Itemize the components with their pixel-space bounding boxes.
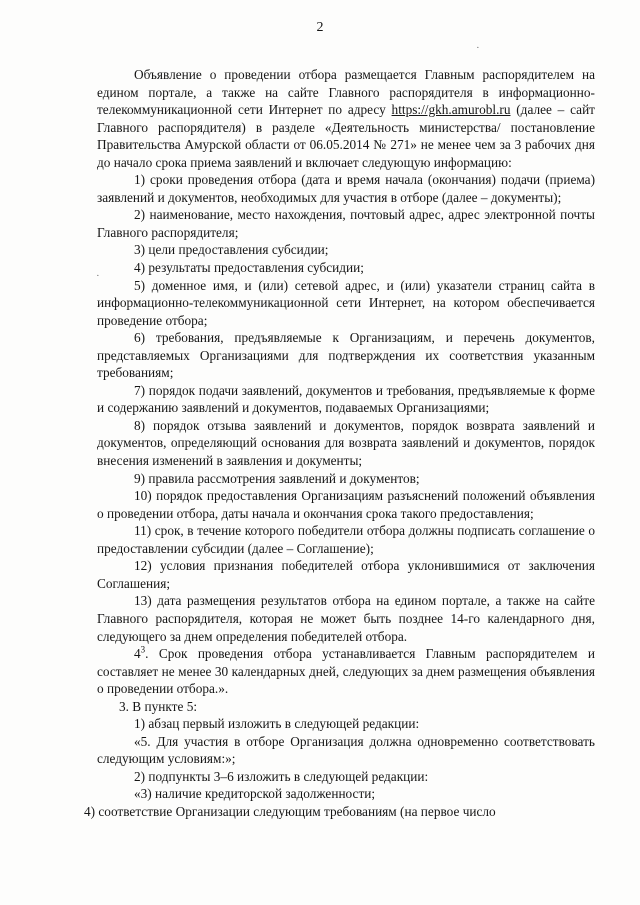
quoted-paragraph: «5. Для участия в отборе Организация должна одновременно соответствовать следующим условиям:»;	[97, 733, 595, 767]
list-item-3: 3) цели предоставления субсидии;	[134, 242, 329, 258]
subitem-1: 1) абзац первый изложить в следующей редакции:	[134, 716, 420, 732]
list-item-10: 10) порядок предоставления Организациям разъяснений положений объявления о проведении отбора, даты начала и окончания срока такого предоставления;	[97, 488, 595, 521]
paragraph-text: . Срок проведения отбора устанавливается Главным распорядителем и составляет не менее 30 календарных дней, следующих за днем размещения объявления о проведении отбора.».	[97, 646, 595, 697]
paragraph-4-3	[97, 645, 595, 698]
quoted-item-3: «3) наличие кредиторской задолженности;	[134, 786, 376, 802]
list-item-6: 6) требования, предъявляемые к Организациям, и перечень документов, представляемых Организациями для подтверждения их соответствия указанным требованиям;	[97, 330, 595, 381]
quoted-item-4: 4) соответствие Организации следующим требованиям (на первое число	[84, 803, 496, 819]
list-item-11: 11) срок, в течение которого победители отбора должны подписать соглашение о предоставлении субсидии (далее – Соглашение);	[97, 523, 595, 556]
scan-mark: ·	[476, 42, 480, 54]
paragraph-text: Объявление о проведении отбора размещается Главным распорядителем на едином портале, а также на сайте Главного распорядителя в информационно-телекоммуникационной сети Интернет по адресу	[97, 67, 595, 118]
superscript: 3	[140, 644, 146, 655]
list-item-7: 7) порядок подачи заявлений, документов и требования, предъявляемые к форме и содержанию заявлений и документов, подаваемых Организациями;	[97, 382, 595, 416]
list-item-2: 2) наименование, место нахождения, почтовый адрес, адрес электронной почты Главного распорядителя;	[97, 207, 595, 240]
list-item-9: 9) правила рассмотрения заявлений и документов;	[134, 470, 420, 486]
list-item-5: 5) доменное имя, и (или) сетевой адрес, и (или) указатели страниц сайта в информационно-телекоммуникационной сети Интернет, на котором обеспечивается проведение отбора;	[97, 277, 595, 328]
subitem-2: 2) подпункты 3–6 изложить в следующей редакции:	[134, 768, 429, 784]
page-number: 2	[316, 20, 324, 35]
list-item-1: 1) сроки проведения отбора (дата и время начала (окончания) подачи (приема) заявлений и документов, необходимых для участия в отборе (далее – документы);	[97, 172, 595, 205]
scan-mark: ·	[96, 270, 100, 282]
paragraph-text: (далее – сайт Главного распорядителя) в разделе «Деятельность министерства/ постановление Правительства Амурской области от 06.05.2014 № 271» не менее чем за 3 рабочих дня до начало срока приема заявлений и включает следующую информацию:	[97, 102, 595, 170]
paragraph-announcement	[97, 66, 595, 171]
list-item-13: 13) дата размещения результатов отбора на едином портале, а также на сайте Главного распорядителя, которая не может быть позднее 14-го календарного дня, следующего за днем определения победителей отбора.	[97, 593, 595, 644]
section-3-heading: 3. В пункте 5:	[119, 698, 198, 714]
list-item-12: 12) условия признания победителей отбора уклонившимися от заключения Соглашения;	[97, 558, 595, 591]
site-link[interactable]: https://gkh.amurobl.ru	[391, 102, 511, 118]
list-item-4: 4) результаты предоставления субсидии;	[134, 260, 364, 276]
paragraph-number: 4	[134, 646, 141, 662]
document-body	[84, 66, 595, 821]
list-item-8: 8) порядок отзыва заявлений и документов, порядок возврата заявлений и документов, определяющий основания для возврата заявлений и документов, порядок внесения изменений в заявления и документы;	[97, 417, 595, 469]
